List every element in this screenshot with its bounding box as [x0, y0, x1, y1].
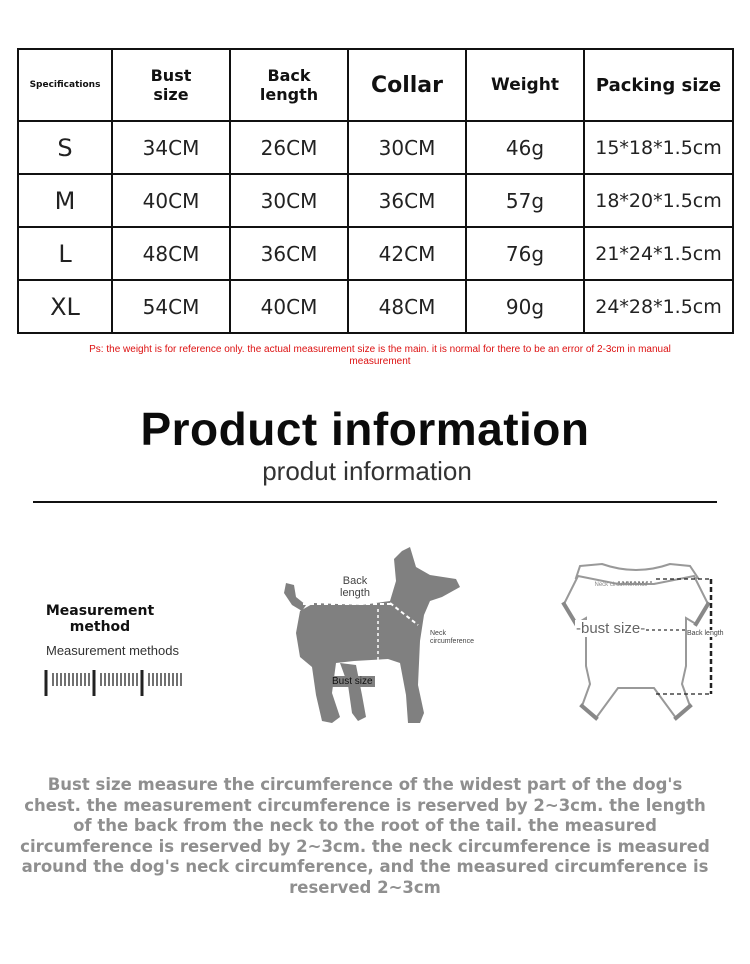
measurement-method-subtitle: Measurement methods: [46, 643, 179, 658]
back-length-label: Back length: [340, 575, 370, 599]
table-row: [18, 280, 733, 333]
shirt-measurement-diagram: [536, 556, 736, 726]
header-specifications: Specifications: [18, 49, 112, 121]
header-back-length: Back length: [230, 49, 348, 121]
size-cell: M: [18, 174, 112, 227]
collar-cell: 42CM: [348, 227, 466, 280]
packing-cell: 24*28*1.5cm: [584, 280, 733, 333]
neck-circumference-label: Neck circumference: [430, 630, 474, 645]
bust-cell: 34CM: [112, 121, 230, 174]
ruler-icon: [44, 668, 186, 698]
weight-cell: 46g: [466, 121, 584, 174]
measurement-note: Ps: the weight is for reference only. the actual measurement size is the main. it is normal for there to be an error of 2-3cm in manual measurement: [89, 344, 671, 367]
bust-cell: 40CM: [112, 174, 230, 227]
header-packing-size: Packing size: [584, 49, 733, 121]
packing-cell: 15*18*1.5cm: [584, 121, 733, 174]
table-row: [18, 174, 733, 227]
size-cell: S: [18, 121, 112, 174]
shirt-back-length-label: Back length: [687, 630, 724, 637]
table-row: [18, 227, 733, 280]
bust-cell: 48CM: [112, 227, 230, 280]
packing-cell: 18*20*1.5cm: [584, 174, 733, 227]
page-subtitle: produt information: [262, 456, 472, 486]
back-cell: 36CM: [230, 227, 348, 280]
collar-cell: 48CM: [348, 280, 466, 333]
size-specification-table: [17, 48, 734, 334]
table-header-row: [18, 49, 733, 121]
header-bust-size: Bust size: [112, 49, 230, 121]
size-cell: L: [18, 227, 112, 280]
dog-measurement-diagram: [270, 545, 474, 730]
back-cell: 26CM: [230, 121, 348, 174]
shirt-bust-label: -bust size-: [576, 620, 646, 637]
weight-cell: 57g: [466, 174, 584, 227]
measurement-description: Bust size measure the circumference of the widest part of the dog's chest. the measurement circumference is reserved by 2~3cm. the length of the back from the neck to the root of the tail. the measured circumference is reserved by 2~3cm. the neck circumference is measured around the dog's neck circumference, and the measured circumference is reserved 2~3cm: [20, 775, 710, 897]
collar-cell: 36CM: [348, 174, 466, 227]
weight-cell: 76g: [466, 227, 584, 280]
page-title: Product information: [140, 403, 590, 455]
packing-cell: 21*24*1.5cm: [584, 227, 733, 280]
shirt-neck-label: Neck circumference: [594, 582, 648, 588]
bust-cell: 54CM: [112, 280, 230, 333]
size-cell: XL: [18, 280, 112, 333]
table-row: [18, 121, 733, 174]
bust-size-label: Bust size: [332, 676, 373, 687]
back-cell: 30CM: [230, 174, 348, 227]
back-cell: 40CM: [230, 280, 348, 333]
header-weight: Weight: [466, 49, 584, 121]
measurement-method-title: Measurement method: [45, 603, 155, 635]
header-collar: Collar: [348, 49, 466, 121]
weight-cell: 90g: [466, 280, 584, 333]
collar-cell: 30CM: [348, 121, 466, 174]
divider: [33, 501, 717, 503]
